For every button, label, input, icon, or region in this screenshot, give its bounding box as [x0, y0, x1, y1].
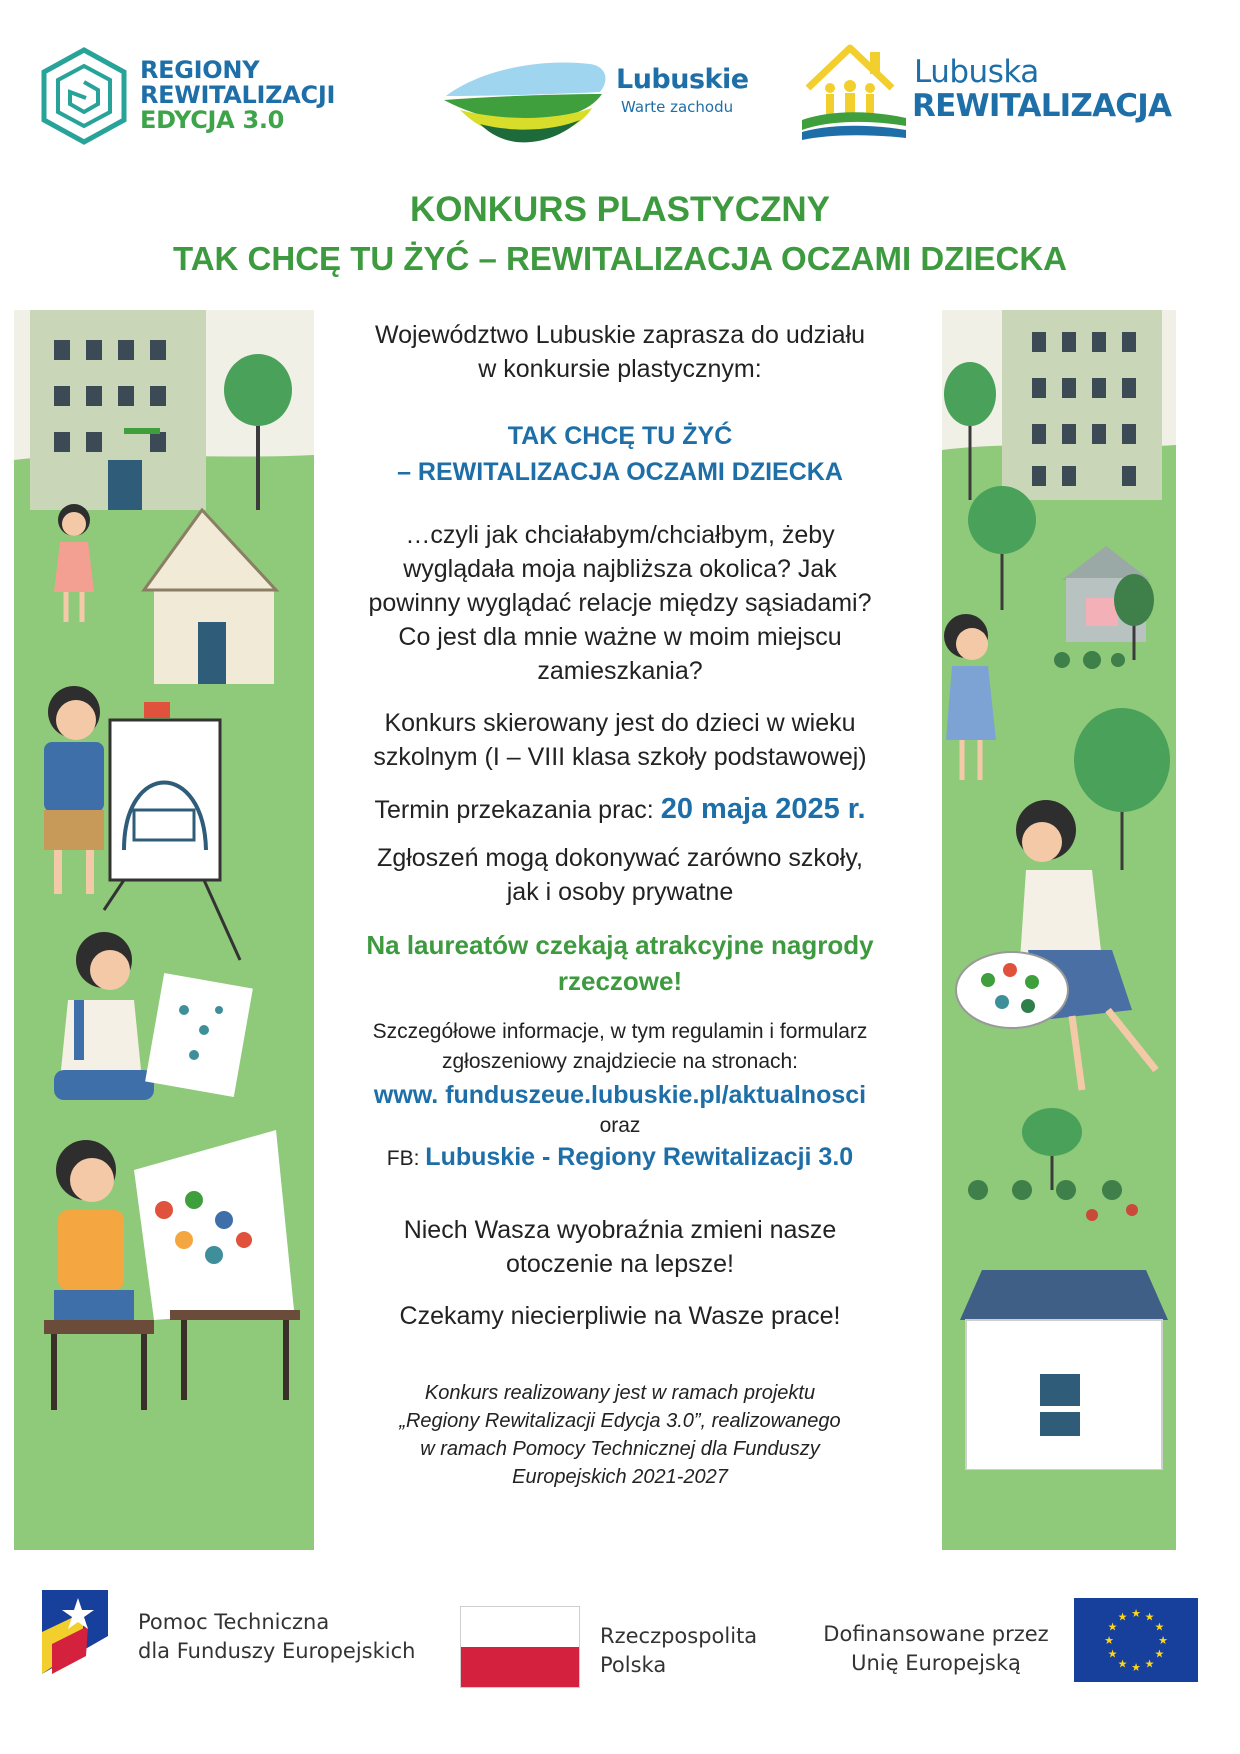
logo-pomoc-techniczna — [38, 1586, 418, 1678]
contest-title: KONKURS PLASTYCZNY — [409, 190, 831, 229]
children-playing-illustration — [942, 310, 1176, 1550]
contest-questions — [320, 518, 920, 688]
logo-lrw-word: REWITALIZACJA — [912, 88, 1172, 124]
house-family-icon — [800, 42, 910, 142]
eu-star-icon: ★ — [1154, 1647, 1165, 1661]
eu-star-icon: ★ — [1107, 1620, 1118, 1634]
eu-star-icon: ★ — [1144, 1657, 1155, 1671]
eu-star-icon: ★ — [1131, 1661, 1141, 1674]
contest-subtitle: TAK CHCĘ TU ŻYĆ – REWITALIZACJA OCZAMI DZIECKA — [172, 240, 1067, 277]
children-drawing-illustration — [14, 310, 314, 1550]
logo-rr-line3: EDYCJA 3.0 — [140, 106, 285, 134]
logo-lubuskie-name: Lubuskie — [616, 64, 749, 95]
footnote-line-2: „Regiony Rewitalizacji Edycja 3.0”, realizowanego — [399, 1410, 841, 1432]
applicants — [320, 841, 920, 909]
imagination-line-1: Niech Wasza wyobraźnia zmieni nasze — [403, 1216, 837, 1244]
question-line-5: zamieszkania? — [537, 657, 703, 685]
project-footnote — [320, 1379, 920, 1491]
question-line-1: …czyli jak chciałabym/chciałbym, żeby — [405, 521, 835, 549]
question-line-4: Co jest dla mnie ważne w moim miejscu — [398, 623, 842, 651]
intro-line-2: w konkursie plastycznym: — [478, 355, 762, 383]
polish-flag-icon — [460, 1606, 580, 1688]
prize-line-1: Na laureatów czekają atrakcyjne nagrody — [366, 930, 874, 960]
details-line-1: Szczegółowe informacje, w tym regulamin i formularz — [372, 1020, 868, 1043]
logo-lubuskie-tagline: Warte zachodu — [621, 98, 734, 116]
eu-star-icon: ★ — [1117, 1610, 1128, 1624]
details-line-2: zgłoszeniowy znajdziecie na stronach: — [441, 1050, 799, 1073]
eu-star-icon: ★ — [1117, 1657, 1128, 1671]
applicants-line-1: Zgłoszeń mogą dokonywać zarówno szkoły, — [377, 844, 863, 872]
pt-line-1: Pomoc Techniczna — [138, 1610, 330, 1634]
footnote-line-1: Konkurs realizowany jest w ramach projektu — [424, 1382, 816, 1404]
website-link[interactable]: www. funduszeue.lubuskie.pl/aktualnosci — [373, 1081, 867, 1109]
ue-line-2: Unię Europejską — [851, 1651, 1021, 1675]
age-line-1: Konkurs skierowany jest do dzieci w wieku — [384, 709, 856, 737]
deadline-date: 20 maja 2025 r. — [660, 793, 866, 825]
eu-star-icon: ★ — [1104, 1634, 1114, 1647]
target-age — [320, 706, 920, 774]
eu-star-icon: ★ — [1154, 1620, 1165, 1634]
eu-star-icon: ★ — [1107, 1647, 1118, 1661]
intro-text — [320, 318, 920, 386]
pt-line-2: dla Funduszy Europejskich — [138, 1639, 416, 1663]
rp-line-1: Rzeczpospolita — [600, 1624, 758, 1648]
eu-star-icon: ★ — [1158, 1634, 1168, 1647]
logo-unia-europejska — [818, 1598, 1208, 1694]
maze-hexagon-icon — [36, 46, 132, 146]
eu-flag-icon — [1074, 1598, 1198, 1682]
prizes — [320, 927, 920, 999]
logo-rr-line2: REWITALIZACJI — [140, 81, 336, 109]
question-line-2: wyglądała moja najbliższa okolica? Jak — [403, 555, 837, 583]
applicants-line-2: jak i osoby prywatne — [506, 878, 734, 906]
footnote-line-4: Europejskich 2021-2027 — [512, 1466, 728, 1488]
logo-lrw-name: Lubuska — [914, 54, 1039, 90]
details-info — [320, 1017, 920, 1077]
eu-funds-star-icon — [38, 1586, 128, 1678]
oraz-text: oraz — [599, 1114, 641, 1137]
fb-label: FB: — [386, 1147, 420, 1170]
logo-rzeczpospolita-polska — [460, 1606, 790, 1696]
contest-description — [320, 318, 920, 1491]
lubuskie-wave-icon — [440, 50, 610, 145]
waiting-text: Czekamy niecierpliwie na Wasze prace! — [399, 1302, 841, 1330]
contest-name-line-1: TAK CHCĘ TU ŻYĆ — [507, 422, 733, 450]
imagination-line-2: otoczenie na lepsze! — [506, 1250, 734, 1278]
prize-line-2: rzeczowe! — [557, 966, 683, 996]
footnote-line-3: w ramach Pomocy Technicznej dla Funduszy — [420, 1438, 820, 1460]
age-line-2: szkolnym (I – VIII klasa szkoły podstawowej) — [373, 743, 867, 771]
contest-name-line-2: – REWITALIZACJA OCZAMI DZIECKA — [397, 458, 843, 486]
deadline-label: Termin przekazania prac: — [374, 796, 654, 824]
rp-line-2: Polska — [600, 1653, 667, 1677]
submission-deadline — [320, 792, 920, 827]
intro-line-1: Województwo Lubuskie zaprasza do udziału — [374, 321, 866, 349]
logo-regiony-rewitalizacji — [36, 46, 386, 146]
contest-name — [320, 418, 920, 490]
question-line-3: powinny wyglądać relacje między sąsiadami? — [368, 589, 872, 617]
logo-lubuskie — [440, 50, 760, 145]
facebook-link[interactable]: Lubuskie - Regiony Rewitalizacji 3.0 — [425, 1143, 854, 1171]
facebook-info — [320, 1139, 920, 1177]
eu-star-icon: ★ — [1144, 1610, 1155, 1624]
ue-line-1: Dofinansowane przez — [823, 1622, 1049, 1646]
logo-rr-line1: REGIONY — [140, 56, 260, 84]
imagination-text — [320, 1213, 920, 1281]
logo-lubuska-rewitalizacja — [800, 42, 1220, 142]
eu-star-icon: ★ — [1131, 1607, 1141, 1620]
